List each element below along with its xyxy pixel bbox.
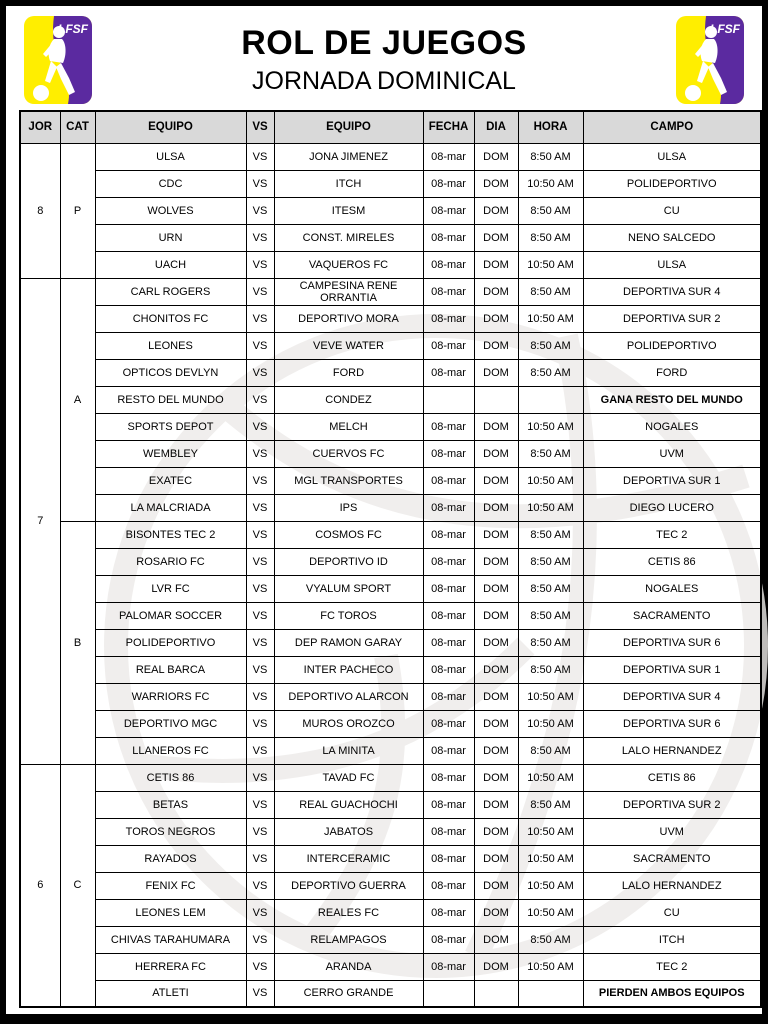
vs-cell: VS xyxy=(246,440,274,467)
hora-cell: 8:50 AM xyxy=(518,575,583,602)
vs-cell: VS xyxy=(246,926,274,953)
hora-cell: 8:50 AM xyxy=(518,359,583,386)
vs-cell: VS xyxy=(246,548,274,575)
page-subtitle: JORNADA DOMINICAL xyxy=(252,67,516,95)
away-team-cell: REALES FC xyxy=(274,899,423,926)
vs-cell: VS xyxy=(246,764,274,791)
vs-cell: VS xyxy=(246,629,274,656)
away-team-cell: IPS xyxy=(274,494,423,521)
fecha-cell: 08-mar xyxy=(423,710,474,737)
campo-cell: FORD xyxy=(583,359,761,386)
hora-cell: 10:50 AM xyxy=(518,710,583,737)
col-header-dia: DIA xyxy=(474,111,518,143)
fecha-cell: 08-mar xyxy=(423,251,474,278)
categoria-cell: P xyxy=(60,143,95,278)
jornada-cell: 6 xyxy=(20,764,60,1007)
campo-cell: NOGALES xyxy=(583,575,761,602)
away-team-cell: LA MINITA xyxy=(274,737,423,764)
col-header-hora: HORA xyxy=(518,111,583,143)
home-team-cell: WEMBLEY xyxy=(95,440,246,467)
col-header-jor: JOR xyxy=(20,111,60,143)
home-team-cell: UACH xyxy=(95,251,246,278)
lfsf-logo-right xyxy=(676,16,744,104)
away-team-cell: INTERCERAMIC xyxy=(274,845,423,872)
dia-cell: DOM xyxy=(474,521,518,548)
match-row xyxy=(20,494,761,521)
dia-cell: DOM xyxy=(474,575,518,602)
home-team-cell: ATLETI xyxy=(95,980,246,1007)
hora-cell: 10:50 AM xyxy=(518,818,583,845)
away-team-cell: INTER PACHECO xyxy=(274,656,423,683)
fecha-cell: 08-mar xyxy=(423,764,474,791)
hora-cell: 10:50 AM xyxy=(518,683,583,710)
home-team-cell: CARL ROGERS xyxy=(95,278,246,305)
home-team-cell: LVR FC xyxy=(95,575,246,602)
dia-cell: DOM xyxy=(474,251,518,278)
fecha-cell: 08-mar xyxy=(423,170,474,197)
home-team-cell: POLIDEPORTIVO xyxy=(95,629,246,656)
match-row xyxy=(20,791,761,818)
dia-cell: DOM xyxy=(474,899,518,926)
fecha-cell: 08-mar xyxy=(423,737,474,764)
hora-cell: 8:50 AM xyxy=(518,548,583,575)
away-team-cell: RELAMPAGOS xyxy=(274,926,423,953)
dia-cell: DOM xyxy=(474,710,518,737)
dia-cell: DOM xyxy=(474,656,518,683)
dia-cell: DOM xyxy=(474,953,518,980)
vs-cell: VS xyxy=(246,278,274,305)
schedule-table xyxy=(19,110,762,1008)
hora-cell: 10:50 AM xyxy=(518,170,583,197)
match-row xyxy=(20,548,761,575)
away-team-cell: JABATOS xyxy=(274,818,423,845)
col-header-fecha: FECHA xyxy=(423,111,474,143)
home-team-cell: TOROS NEGROS xyxy=(95,818,246,845)
hora-cell: 8:50 AM xyxy=(518,521,583,548)
fecha-cell: 08-mar xyxy=(423,845,474,872)
fecha-cell: 08-mar xyxy=(423,197,474,224)
page-header xyxy=(6,6,762,110)
vs-cell: VS xyxy=(246,332,274,359)
away-team-cell: DEPORTIVO ID xyxy=(274,548,423,575)
match-row xyxy=(20,278,761,305)
home-team-cell: FENIX FC xyxy=(95,872,246,899)
home-team-cell: BISONTES TEC 2 xyxy=(95,521,246,548)
col-header-equipo-away: EQUIPO xyxy=(274,111,423,143)
dia-cell: DOM xyxy=(474,170,518,197)
away-team-cell: REAL GUACHOCHI xyxy=(274,791,423,818)
home-team-cell: WOLVES xyxy=(95,197,246,224)
match-row xyxy=(20,818,761,845)
home-team-cell: ULSA xyxy=(95,143,246,170)
fecha-cell xyxy=(423,386,474,413)
hora-cell: 10:50 AM xyxy=(518,467,583,494)
vs-cell: VS xyxy=(246,872,274,899)
hora-cell: 8:50 AM xyxy=(518,656,583,683)
fecha-cell: 08-mar xyxy=(423,629,474,656)
away-team-cell: CUERVOS FC xyxy=(274,440,423,467)
hora-cell: 10:50 AM xyxy=(518,305,583,332)
header-row xyxy=(20,111,761,143)
logo-text: LFSF xyxy=(58,22,88,36)
dia-cell: DOM xyxy=(474,629,518,656)
hora-cell: 8:50 AM xyxy=(518,278,583,305)
dia-cell: DOM xyxy=(474,197,518,224)
vs-cell: VS xyxy=(246,359,274,386)
lfsf-logo-left xyxy=(24,16,92,104)
dia-cell: DOM xyxy=(474,359,518,386)
away-team-cell: MGL TRANSPORTES xyxy=(274,467,423,494)
match-row xyxy=(20,926,761,953)
away-team-cell: ITCH xyxy=(274,170,423,197)
vs-cell: VS xyxy=(246,953,274,980)
home-team-cell: BETAS xyxy=(95,791,246,818)
dia-cell: DOM xyxy=(474,494,518,521)
campo-cell: PIERDEN AMBOS EQUIPOS xyxy=(583,980,761,1007)
campo-cell: NOGALES xyxy=(583,413,761,440)
dia-cell: DOM xyxy=(474,683,518,710)
col-header-vs: VS xyxy=(246,111,274,143)
fecha-cell: 08-mar xyxy=(423,656,474,683)
vs-cell: VS xyxy=(246,899,274,926)
home-team-cell: SPORTS DEPOT xyxy=(95,413,246,440)
match-row xyxy=(20,305,761,332)
campo-cell: ITCH xyxy=(583,926,761,953)
fecha-cell: 08-mar xyxy=(423,548,474,575)
fecha-cell: 08-mar xyxy=(423,332,474,359)
dia-cell xyxy=(474,980,518,1007)
campo-cell: DEPORTIVA SUR 2 xyxy=(583,791,761,818)
dia-cell: DOM xyxy=(474,440,518,467)
vs-cell: VS xyxy=(246,575,274,602)
fecha-cell: 08-mar xyxy=(423,278,474,305)
jornada-cell: 7 xyxy=(20,278,60,764)
campo-cell: DEPORTIVA SUR 6 xyxy=(583,710,761,737)
match-row xyxy=(20,440,761,467)
vs-cell: VS xyxy=(246,413,274,440)
fecha-cell: 08-mar xyxy=(423,494,474,521)
campo-cell: SACRAMENTO xyxy=(583,602,761,629)
match-row xyxy=(20,251,761,278)
away-team-cell: VYALUM SPORT xyxy=(274,575,423,602)
campo-cell: DEPORTIVA SUR 1 xyxy=(583,467,761,494)
campo-cell: GANA RESTO DEL MUNDO xyxy=(583,386,761,413)
home-team-cell: LEONES xyxy=(95,332,246,359)
away-team-cell: VEVE WATER xyxy=(274,332,423,359)
hora-cell: 8:50 AM xyxy=(518,791,583,818)
hora-cell xyxy=(518,386,583,413)
logo-text: LFSF xyxy=(710,22,740,36)
vs-cell: VS xyxy=(246,980,274,1007)
away-team-cell: ITESM xyxy=(274,197,423,224)
fecha-cell xyxy=(423,980,474,1007)
away-team-cell: VAQUEROS FC xyxy=(274,251,423,278)
fecha-cell: 08-mar xyxy=(423,224,474,251)
fecha-cell: 08-mar xyxy=(423,359,474,386)
campo-cell: UVM xyxy=(583,818,761,845)
campo-cell: NENO SALCEDO xyxy=(583,224,761,251)
fecha-cell: 08-mar xyxy=(423,872,474,899)
away-team-cell: CAMPESINA RENE ORRANTIA xyxy=(274,278,423,305)
match-row xyxy=(20,602,761,629)
hora-cell: 8:50 AM xyxy=(518,197,583,224)
dia-cell: DOM xyxy=(474,818,518,845)
dia-cell: DOM xyxy=(474,305,518,332)
campo-cell: UVM xyxy=(583,440,761,467)
away-team-cell: TAVAD FC xyxy=(274,764,423,791)
vs-cell: VS xyxy=(246,710,274,737)
vs-cell: VS xyxy=(246,197,274,224)
home-team-cell: CETIS 86 xyxy=(95,764,246,791)
match-row xyxy=(20,224,761,251)
campo-cell: TEC 2 xyxy=(583,521,761,548)
hora-cell: 8:50 AM xyxy=(518,602,583,629)
vs-cell: VS xyxy=(246,467,274,494)
fecha-cell: 08-mar xyxy=(423,953,474,980)
match-row xyxy=(20,953,761,980)
dia-cell: DOM xyxy=(474,548,518,575)
vs-cell: VS xyxy=(246,170,274,197)
home-team-cell: OPTICOS DEVLYN xyxy=(95,359,246,386)
match-row xyxy=(20,386,761,413)
match-row xyxy=(20,737,761,764)
away-team-cell: COSMOS FC xyxy=(274,521,423,548)
dia-cell: DOM xyxy=(474,791,518,818)
home-team-cell: HERRERA FC xyxy=(95,953,246,980)
campo-cell: DEPORTIVA SUR 4 xyxy=(583,683,761,710)
vs-cell: VS xyxy=(246,683,274,710)
match-row xyxy=(20,764,761,791)
page-title: ROL DE JUEGOS xyxy=(241,24,527,62)
campo-cell: ULSA xyxy=(583,143,761,170)
match-row xyxy=(20,467,761,494)
dia-cell: DOM xyxy=(474,413,518,440)
fecha-cell: 08-mar xyxy=(423,440,474,467)
match-row xyxy=(20,575,761,602)
vs-cell: VS xyxy=(246,494,274,521)
hora-cell: 10:50 AM xyxy=(518,251,583,278)
vs-cell: VS xyxy=(246,305,274,332)
away-team-cell: MUROS OROZCO xyxy=(274,710,423,737)
fecha-cell: 08-mar xyxy=(423,899,474,926)
away-team-cell: MELCH xyxy=(274,413,423,440)
away-team-cell: CONST. MIRELES xyxy=(274,224,423,251)
match-row xyxy=(20,143,761,170)
categoria-cell: B xyxy=(60,521,95,764)
home-team-cell: CDC xyxy=(95,170,246,197)
home-team-cell: PALOMAR SOCCER xyxy=(95,602,246,629)
campo-cell: LALO HERNANDEZ xyxy=(583,737,761,764)
match-row xyxy=(20,899,761,926)
campo-cell: SACRAMENTO xyxy=(583,845,761,872)
away-team-cell: DEP RAMON GARAY xyxy=(274,629,423,656)
hora-cell: 8:50 AM xyxy=(518,332,583,359)
hora-cell: 8:50 AM xyxy=(518,926,583,953)
match-row xyxy=(20,197,761,224)
hora-cell: 8:50 AM xyxy=(518,737,583,764)
fecha-cell: 08-mar xyxy=(423,683,474,710)
match-row xyxy=(20,710,761,737)
away-team-cell: DEPORTIVO MORA xyxy=(274,305,423,332)
match-row xyxy=(20,872,761,899)
fecha-cell: 08-mar xyxy=(423,575,474,602)
campo-cell: LALO HERNANDEZ xyxy=(583,872,761,899)
campo-cell: DIEGO LUCERO xyxy=(583,494,761,521)
dia-cell: DOM xyxy=(474,602,518,629)
home-team-cell: EXATEC xyxy=(95,467,246,494)
col-header-campo: CAMPO xyxy=(583,111,761,143)
hora-cell: 8:50 AM xyxy=(518,440,583,467)
campo-cell: DEPORTIVA SUR 1 xyxy=(583,656,761,683)
vs-cell: VS xyxy=(246,386,274,413)
home-team-cell: CHIVAS TARAHUMARA xyxy=(95,926,246,953)
campo-cell: CETIS 86 xyxy=(583,764,761,791)
jornada-cell: 8 xyxy=(20,143,60,278)
vs-cell: VS xyxy=(246,845,274,872)
vs-cell: VS xyxy=(246,737,274,764)
dia-cell: DOM xyxy=(474,845,518,872)
home-team-cell: RAYADOS xyxy=(95,845,246,872)
away-team-cell: ARANDA xyxy=(274,953,423,980)
categoria-cell: A xyxy=(60,278,95,521)
away-team-cell: DEPORTIVO GUERRA xyxy=(274,872,423,899)
campo-cell: CU xyxy=(583,899,761,926)
away-team-cell: JONA JIMENEZ xyxy=(274,143,423,170)
fecha-cell: 08-mar xyxy=(423,467,474,494)
hora-cell: 10:50 AM xyxy=(518,872,583,899)
dia-cell: DOM xyxy=(474,764,518,791)
fecha-cell: 08-mar xyxy=(423,521,474,548)
campo-cell: CU xyxy=(583,197,761,224)
hora-cell: 10:50 AM xyxy=(518,413,583,440)
away-team-cell: FORD xyxy=(274,359,423,386)
vs-cell: VS xyxy=(246,143,274,170)
fecha-cell: 08-mar xyxy=(423,818,474,845)
vs-cell: VS xyxy=(246,251,274,278)
campo-cell: DEPORTIVA SUR 2 xyxy=(583,305,761,332)
away-team-cell: CERRO GRANDE xyxy=(274,980,423,1007)
vs-cell: VS xyxy=(246,791,274,818)
campo-cell: DEPORTIVA SUR 4 xyxy=(583,278,761,305)
match-row xyxy=(20,359,761,386)
campo-cell: POLIDEPORTIVO xyxy=(583,332,761,359)
match-row xyxy=(20,332,761,359)
home-team-cell: RESTO DEL MUNDO xyxy=(95,386,246,413)
fecha-cell: 08-mar xyxy=(423,305,474,332)
fecha-cell: 08-mar xyxy=(423,791,474,818)
vs-cell: VS xyxy=(246,224,274,251)
schedule-table-body xyxy=(20,143,761,1007)
home-team-cell: LA MALCRIADA xyxy=(95,494,246,521)
home-team-cell: URN xyxy=(95,224,246,251)
fecha-cell: 08-mar xyxy=(423,926,474,953)
hora-cell: 8:50 AM xyxy=(518,143,583,170)
away-team-cell: FC TOROS xyxy=(274,602,423,629)
match-row xyxy=(20,656,761,683)
home-team-cell: ROSARIO FC xyxy=(95,548,246,575)
home-team-cell: CHONITOS FC xyxy=(95,305,246,332)
dia-cell: DOM xyxy=(474,467,518,494)
col-header-equipo-home: EQUIPO xyxy=(95,111,246,143)
home-team-cell: WARRIORS FC xyxy=(95,683,246,710)
match-row xyxy=(20,629,761,656)
vs-cell: VS xyxy=(246,818,274,845)
dia-cell xyxy=(474,386,518,413)
fecha-cell: 08-mar xyxy=(423,602,474,629)
home-team-cell: REAL BARCA xyxy=(95,656,246,683)
campo-cell: CETIS 86 xyxy=(583,548,761,575)
categoria-cell: C xyxy=(60,764,95,1007)
vs-cell: VS xyxy=(246,656,274,683)
hora-cell: 10:50 AM xyxy=(518,899,583,926)
dia-cell: DOM xyxy=(474,872,518,899)
hora-cell: 8:50 AM xyxy=(518,224,583,251)
dia-cell: DOM xyxy=(474,278,518,305)
dia-cell: DOM xyxy=(474,926,518,953)
col-header-cat: CAT xyxy=(60,111,95,143)
home-team-cell: LLANEROS FC xyxy=(95,737,246,764)
vs-cell: VS xyxy=(246,521,274,548)
vs-cell: VS xyxy=(246,602,274,629)
match-row xyxy=(20,683,761,710)
away-team-cell: CONDEZ xyxy=(274,386,423,413)
home-team-cell: LEONES LEM xyxy=(95,899,246,926)
fecha-cell: 08-mar xyxy=(423,413,474,440)
dia-cell: DOM xyxy=(474,332,518,359)
campo-cell: TEC 2 xyxy=(583,953,761,980)
hora-cell: 10:50 AM xyxy=(518,953,583,980)
match-row xyxy=(20,413,761,440)
match-row xyxy=(20,980,761,1007)
hora-cell: 10:50 AM xyxy=(518,845,583,872)
home-team-cell: DEPORTIVO MGC xyxy=(95,710,246,737)
campo-cell: POLIDEPORTIVO xyxy=(583,170,761,197)
match-row xyxy=(20,845,761,872)
hora-cell: 8:50 AM xyxy=(518,629,583,656)
campo-cell: DEPORTIVA SUR 6 xyxy=(583,629,761,656)
match-row xyxy=(20,521,761,548)
hora-cell: 10:50 AM xyxy=(518,764,583,791)
fecha-cell: 08-mar xyxy=(423,143,474,170)
dia-cell: DOM xyxy=(474,143,518,170)
dia-cell: DOM xyxy=(474,737,518,764)
campo-cell: ULSA xyxy=(583,251,761,278)
dia-cell: DOM xyxy=(474,224,518,251)
away-team-cell: DEPORTIVO ALARCON xyxy=(274,683,423,710)
hora-cell: 10:50 AM xyxy=(518,494,583,521)
hora-cell xyxy=(518,980,583,1007)
match-row xyxy=(20,170,761,197)
